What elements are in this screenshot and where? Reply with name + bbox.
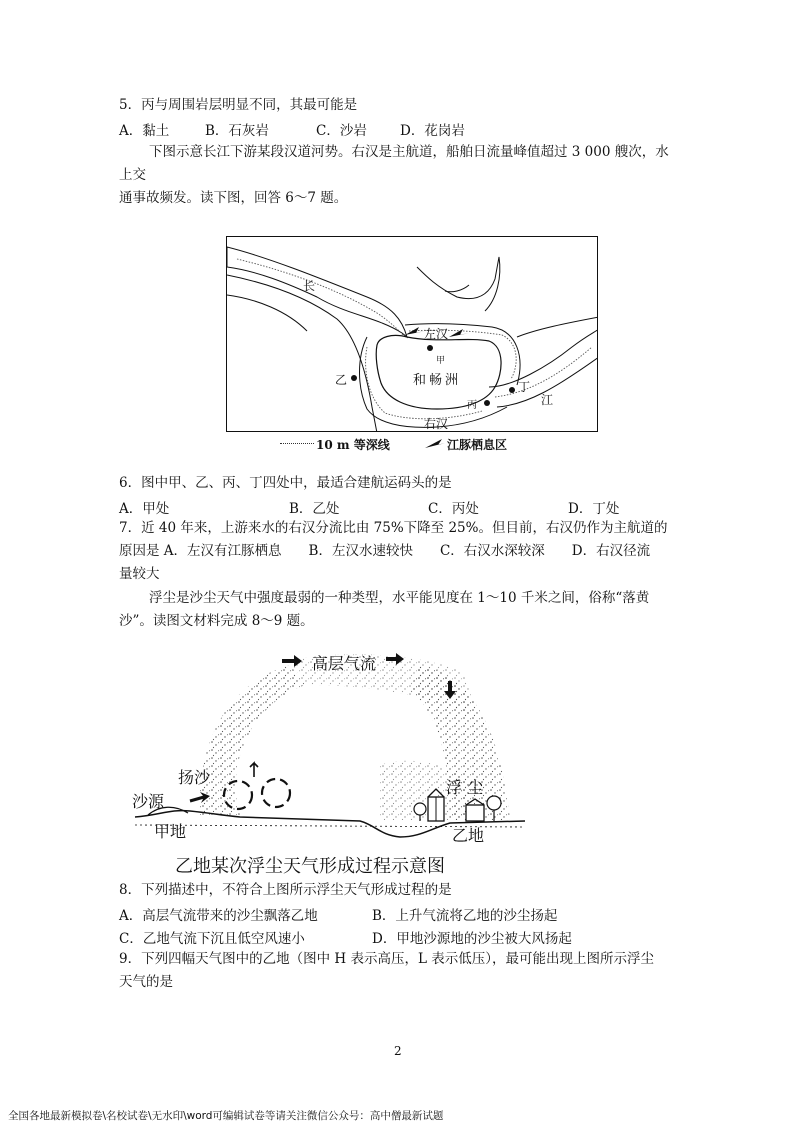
point-ding — [509, 387, 515, 393]
intro-67-line2: 上交 — [119, 167, 146, 183]
q5-option-d: D．花岗岩 — [400, 123, 465, 139]
dolphin-icon — [424, 437, 446, 449]
dust-label-yi-land: 乙地 — [452, 826, 485, 845]
q5-option-a: A．黏土 — [119, 123, 170, 139]
intro-89-line2: 沙”。读图文材料完成 8～9 题。 — [119, 613, 314, 629]
map-label-island: 和畅洲 — [413, 373, 462, 388]
q5-option-c: C．沙岩 — [316, 123, 367, 139]
q7-line2: 原因是 A．左汉有江豚栖息 B．左汉水速较快 C．右汉水深较深 D．右汉径流 — [119, 543, 651, 559]
dust-label-upper-flow: 高层气流 — [312, 654, 377, 673]
q6-option-c: C．丙处 — [428, 501, 479, 517]
intro-67-line1: 下图示意长江下游某段汉道河势。右汉是主航道，船舶日流量峰值超过 3 000 艘次，水 — [149, 144, 669, 160]
q8-option-b: B．上升气流将乙地的沙尘扬起 — [372, 908, 558, 924]
dust-diagram-caption: 乙地某次浮尘天气形成过程示意图 — [175, 856, 445, 877]
legend-depth-line: 10 m 等深线 — [316, 438, 390, 452]
q6-option-a: A．甲处 — [119, 501, 170, 517]
dust-diagram — [130, 645, 530, 855]
map-label-chang: 长 — [303, 279, 316, 293]
q6-option-d: D．丁处 — [568, 501, 620, 517]
page-number: 2 — [394, 1044, 402, 1058]
map-label-youhan: 右汉 — [424, 417, 449, 431]
legend-depth-line-symbol — [280, 443, 314, 444]
q8-option-c: C．乙地气流下沉且低空风速小 — [119, 931, 305, 947]
map-label-jiang: 江 — [541, 393, 554, 407]
q5-stem: 5．丙与周围岩层明显不同，其最可能是 — [119, 97, 358, 113]
map-label-bing: 丙 — [467, 400, 477, 411]
map-label-jia: 甲 — [436, 356, 446, 366]
map-label-zuohan: 左汉 — [424, 327, 449, 341]
river-map — [226, 236, 598, 432]
q5-option-b: B．石灰岩 — [205, 123, 269, 139]
q9-line2: 天气的是 — [119, 974, 173, 990]
q6-option-b: B．乙处 — [289, 501, 340, 517]
intro-67-line3: 通事故频发。读下图，回答 6～7 题。 — [119, 190, 348, 206]
q8-option-d: D．甲地沙源地的沙尘被大风扬起 — [372, 931, 572, 947]
q9-line1: 9．下列四幅天气图中的乙地（图中 H 表示高压，L 表示低压），最可能出现上图所示浮尘 — [119, 951, 654, 967]
q8-option-a: A．高层气流带来的沙尘飘落乙地 — [119, 908, 318, 924]
q7-line1: 7．近 40 年来，上游来水的右汉分流比由 75%下降至 25%。但目前，右汉仍作为主航道的 — [119, 520, 668, 536]
legend-dolphin: 江豚栖息区 — [447, 438, 508, 452]
dust-label-jia-land: 甲地 — [154, 822, 187, 841]
map-label-yi: 乙 — [335, 373, 348, 387]
q6-stem: 6．图中甲、乙、丙、丁四处中，最适合建航运码头的是 — [119, 475, 452, 491]
point-bing — [484, 400, 490, 406]
dolphin-mark-1 — [405, 327, 425, 335]
dust-label-raise-sand: 扬沙 — [178, 768, 211, 787]
intro-89-line1: 浮尘是沙尘天气中强度最弱的一种类型，水平能见度在 1～10 千米之间，俗称“落黄 — [149, 590, 650, 606]
point-jia — [427, 345, 433, 351]
q8-stem: 8．下列描述中，不符合上图所示浮尘天气形成过程的是 — [119, 882, 452, 898]
footer-note: 全国各地最新模拟卷\名校试卷\无水印\word可编辑试卷等请关注微信公众号：高中僧最新试题 — [8, 1110, 444, 1122]
q7-line3: 量较大 — [119, 566, 160, 582]
point-yi — [351, 375, 357, 381]
dust-label-floating-dust: 浮 尘 — [446, 778, 484, 797]
map-label-ding: 丁 — [518, 380, 531, 394]
dust-label-sand-source: 沙源 — [132, 792, 165, 811]
